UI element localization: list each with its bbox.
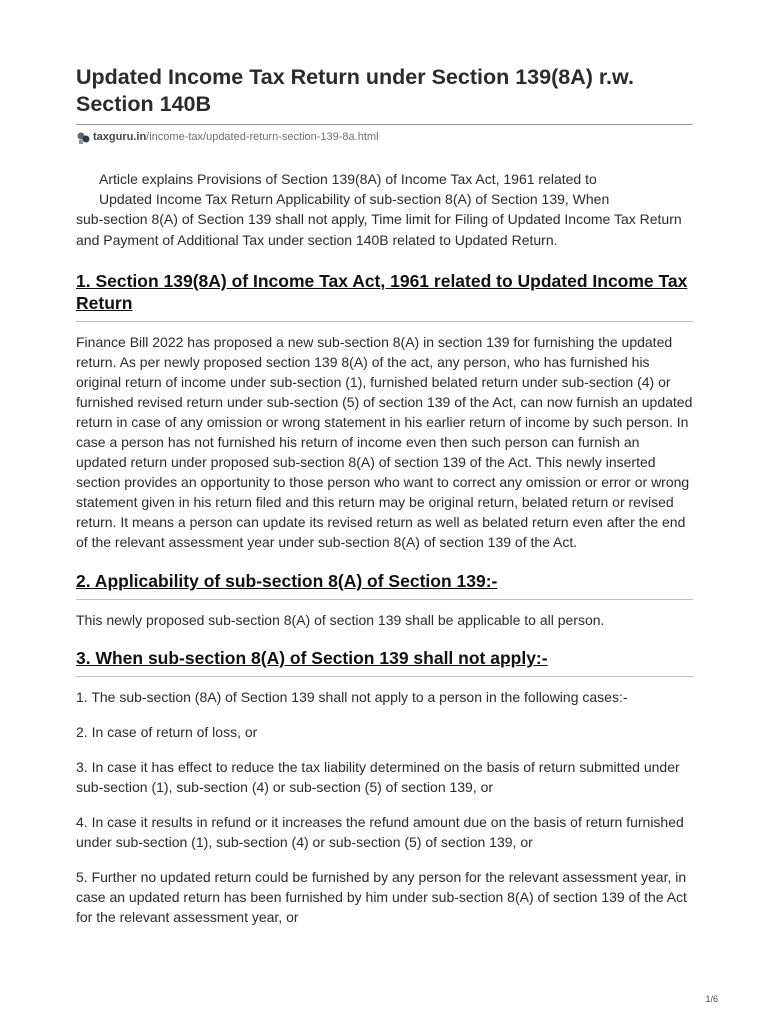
section-divider (76, 321, 693, 322)
section-body: Finance Bill 2022 has proposed a new sub-section 8(A) in section 139 for furnishing the updated return. As per newly proposed section 139 8(A) of the act, any person, who has furnished his original return of income under sub-section (1), furnished belated return under sub-section (4) or furnished revised return under sub-section (5) of section 139 of the Act, can now furnish an updated return in case of any omission or wrong statement in his earlier return of income by such person. In case a person has not furnished his return of income even then such person can furnish an updated return under proposed sub-section 8(A) of section 139 of the Act. This newly inserted section provides an opportunity to those person who want to correct any omission or error or wrong statement given in his return filed and this return may be original return, belated return or revised return. It means a person can update its revised return as well as belated return even after the end of the relevant assessment year under sub-section 8(A) of section 139 of the Act. (76, 333, 693, 550)
section-1 (76, 270, 693, 552)
list-item: 2. In case of return of loss, or (76, 723, 258, 740)
section-divider (76, 676, 693, 677)
document-page (76, 64, 693, 927)
section-heading: 3. When sub-section 8(A) of Section 139 shall not apply:- (76, 647, 548, 668)
intro-paragraph (76, 169, 693, 250)
list-item: 1. The sub-section (8A) of Section 139 shall not apply to a person in the following cases:- (76, 688, 628, 705)
intro-line: Updated Income Tax Return Applicability of sub-section 8(A) of Section 139, When (99, 191, 610, 208)
source-domain[interactable]: taxguru.in (93, 131, 147, 143)
section-divider (76, 599, 693, 600)
list-item: 5. Further no updated return could be furnished by any person for the relevant assessment year, in case an updated return has been furnished by him under sub-section 8(A) of section 139 of the Act for the relevant assessment year, or (76, 868, 687, 925)
section-heading: 1. Section 139(8A) of Income Tax Act, 1961 related to Updated Income Tax Return (76, 270, 688, 313)
source-line (76, 129, 693, 145)
source-path[interactable]: /income-tax/updated-return-section-139-8a.html (146, 131, 379, 143)
page-number: 1/6 (705, 994, 718, 1004)
taxguru-logo-icon (76, 130, 91, 145)
list-item: 4. In case it results in refund or it increases the refund amount due on the basis of return furnished under sub-section (1), sub-section (4) or sub-section (5) of section 139, or (76, 813, 684, 850)
section-heading: 2. Applicability of sub-section 8(A) of Section 139:- (76, 570, 498, 591)
intro-text: sub-section 8(A) of Section 139 shall not apply, Time limit for Filing of Updated Income Tax Return and Payment of Additional Tax under section 140B related to Updated Return. (76, 211, 682, 248)
section-body: This newly proposed sub-section 8(A) of section 139 shall be applicable to all person. (76, 611, 605, 628)
section-3 (76, 647, 693, 927)
page-title: Updated Income Tax Return under Section 139(8A) r.w. Section 140B (76, 65, 634, 116)
intro-line: Article explains Provisions of Section 139(8A) of Income Tax Act, 1961 related to (99, 171, 597, 187)
section-2 (76, 570, 693, 630)
list-item: 3. In case it has effect to reduce the tax liability determined on the basis of return submitted under sub-section (1), sub-section (4) or sub-section (5) of section 139, or (76, 758, 680, 795)
title-divider (76, 124, 693, 125)
